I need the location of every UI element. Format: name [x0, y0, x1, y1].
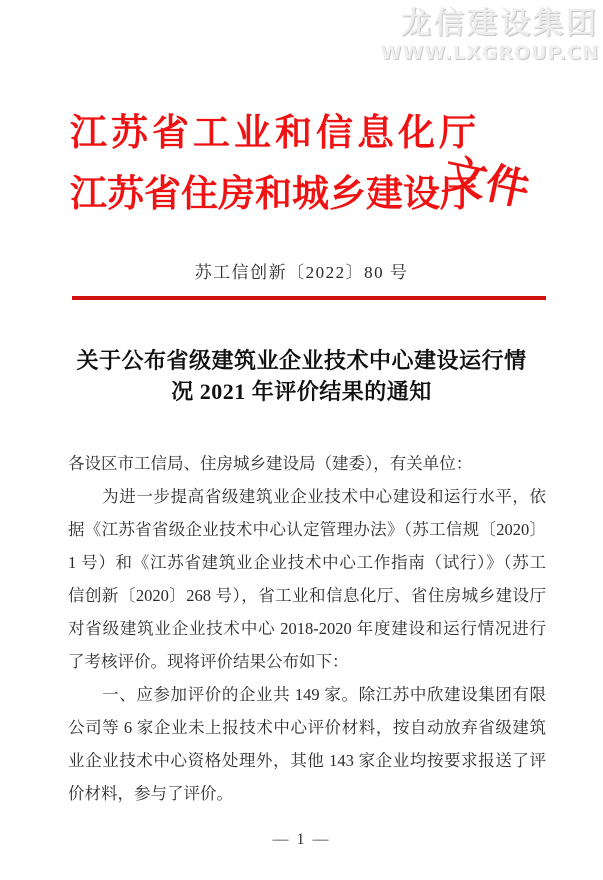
red-divider-rule	[72, 296, 546, 300]
letterhead	[70, 103, 548, 225]
document-label: 文件	[439, 151, 534, 216]
company-name-watermark: 龙信建设集团	[401, 6, 599, 41]
notice-title-line2: 况 2021 年评价结果的通知	[171, 379, 432, 404]
body-line: 1 号）和《江苏省建筑业企业技术中心工作指南（试行）》（苏工	[68, 553, 546, 572]
body-line: 业企业技术中心资格处理外，其他 143 家企业均按要求报送了评	[68, 751, 546, 770]
body-line: 信创新〔2020〕268 号），省工业和信息化厅、省住房城乡建设厅	[68, 586, 546, 605]
agency-name-line2: 江苏省住房和城乡建设厅	[70, 174, 477, 215]
agency-name-line1: 江苏省工业和信息化厅	[70, 113, 476, 154]
body-line: 据《江苏省省级企业技术中心认定管理办法》（苏工信规〔2020〕	[68, 520, 546, 539]
body-line: 了考核评价。现将评价结果公布如下：	[68, 652, 349, 671]
document-number: 苏工信创新〔2022〕80 号	[194, 263, 409, 282]
body-line: 公司等 6 家企业未上报技术中心评价材料，按自动放弃省级建筑	[68, 718, 546, 737]
notice-title	[0, 345, 603, 407]
body-line: 一、应参加评价的企业共 149 家。除江苏中欣建设集团有限	[68, 685, 546, 704]
body-line: 各设区市工信局、住房城乡建设局（建委），有关单位：	[68, 454, 473, 473]
notice-title-line1: 关于公布省级建筑业企业技术中心建设运行情	[76, 348, 527, 373]
company-watermark-logo	[380, 6, 599, 64]
body-line: 对省级建筑业企业技术中心 2018-2020 年度建设和运行情况进行	[68, 619, 546, 638]
body-line: 价材料，参与了评价。	[68, 784, 233, 803]
notice-body	[68, 447, 546, 810]
body-line: 为进一步提高省级建筑业企业技术中心建设和运行水平，依	[68, 487, 546, 506]
company-website-watermark: WWW.LXGROUP.CN	[380, 42, 599, 64]
page-number: — 1 —	[272, 831, 331, 848]
